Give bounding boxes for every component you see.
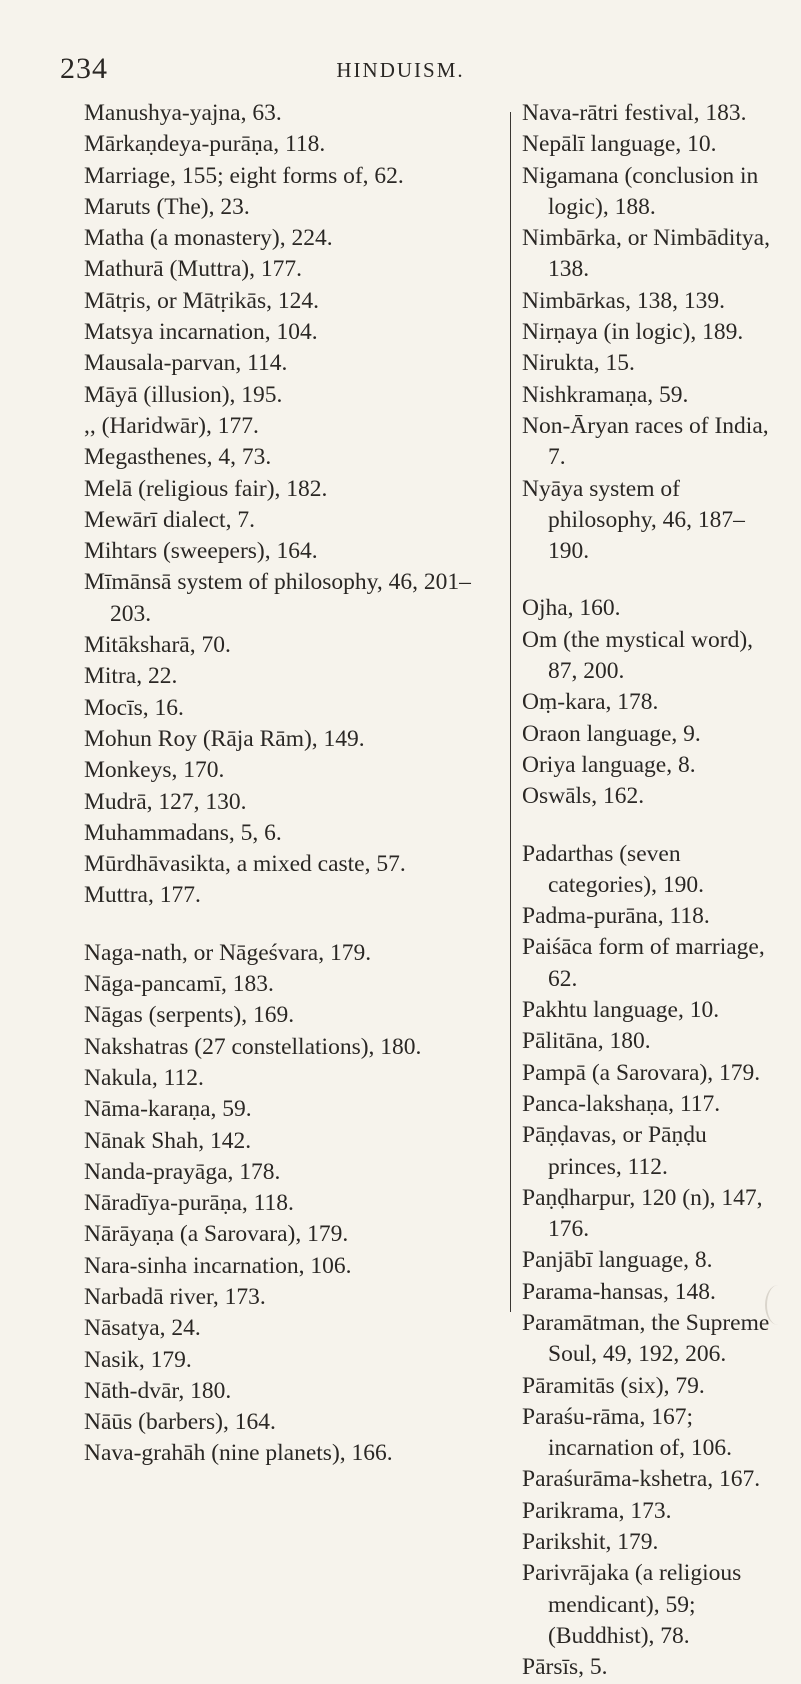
page-edge-mark [765,1285,791,1325]
index-entry: Matsya incarnation, 104. [84,319,318,346]
index-entry: Paramātman, the Supreme Soul, 49, 192, 206. [522,1309,770,1368]
section-gap [522,813,782,839]
index-entry: Nāga-pancamī, 183. [84,971,274,998]
index-entry: Nakula, 112. [84,1064,204,1091]
column-divider [510,112,511,1312]
index-entry: Nāgas (serpents), 169. [84,1002,295,1029]
index-entry: Parikrama, 173. [522,1497,672,1524]
index-entry: Padma-purāna, 118. [522,903,710,930]
index-entry: Paiśāca form of marriage, 62. [522,934,765,992]
index-entry: Oraon language, 9. [522,720,701,747]
index-entry: Panca-lakshaṇa, 117. [522,1090,721,1117]
index-entry: Marriage, 155; eight forms of, 62. [84,162,404,189]
running-head: HINDUISM. [336,58,465,82]
index-entry: Mihtars (sweepers), 164. [84,538,318,565]
index-entry: Nava-grahāh (nine planets), 166. [84,1440,393,1467]
index-entry: Nārāyaṇa (a Sarovara), 179. [84,1221,349,1248]
index-entry: Nigamana (conclusion in logic), 188. [522,162,759,220]
index-entry: Manushya-yajna, 63. [84,100,282,126]
index-entry: Pāramitās (six), 79. [522,1372,705,1399]
index-entry: Mārkaṇdeya-purāṇa, 118. [84,131,326,158]
index-entry: Nyāya system of philosophy, 46, 187–190. [522,475,745,565]
index-entry: Matha (a monastery), 224. [84,225,333,252]
index-entry: Megasthenes, 4, 73. [84,444,272,471]
page-number: 234 [60,52,108,85]
index-entry: Nāth-dvār, 180. [84,1377,232,1404]
index-entry: Melā (religious fair), 182. [84,475,328,502]
index-entry: Narbadā river, 173. [84,1283,266,1310]
index-entry: Mātṛis, or Mātṛikās, 124. [84,287,319,314]
index-column-right [522,98,782,1684]
index-entry: Mūrdhāvasikta, a mixed caste, 57. [84,851,406,878]
index-entry: Mocīs, 16. [84,694,184,721]
index-entry: Parivrājaka (a religious mendicant), 59; (Buddhist), 78. [522,1560,742,1649]
index-entry: Mewārī dialect, 7. [84,506,255,533]
index-entry: Nirukta, 15. [522,350,635,377]
index-entry: ,, (Haridwār), 177. [84,412,259,439]
index-entry: Non-Āryan races of India, 7. [522,412,769,471]
index-entry: Oṃ-kara, 178. [522,689,659,716]
index-entry: Oswāls, 162. [522,783,645,810]
index-entry: Pārsīs, 5. [522,1654,608,1681]
index-entry: Nimbārka, or Nimbāditya, 138. [522,225,770,283]
index-entry: Mudrā, 127, 130. [84,788,247,815]
index-entry: Mausala-parvan, 114. [84,350,288,377]
index-entry: Muhammadans, 5, 6. [84,819,282,846]
index-entry: Paraśurāma-kshetra, 167. [522,1466,761,1493]
index-entry: Parama-hansas, 148. [522,1278,716,1305]
page-header [60,52,741,92]
index-entry: Nasik, 179. [84,1346,192,1373]
index-entry: Nanda-prayāga, 178. [84,1158,281,1185]
index-entry: Paraśu-rāma, 167; incarnation of, 106. [522,1403,733,1462]
index-entry: Oriya language, 8. [522,751,696,778]
section-gap [522,567,782,593]
index-entry: Nāradīya-purāṇa, 118. [84,1190,294,1217]
index-entry: Pāṇḍavas, or Pāṇḍu princes, 112. [522,1122,707,1180]
index-entry: Nirṇaya (in logic), 189. [522,319,744,346]
index-entry: Muttra, 177. [84,882,201,909]
index-entry: Nāsatya, 24. [84,1315,201,1342]
index-entry: Panjābī language, 8. [522,1247,713,1274]
index-entry: Mohun Roy (Rāja Rām), 149. [84,725,365,752]
index-entry: Maruts (The), 23. [84,193,250,220]
index-entry: Nānak Shah, 142. [84,1127,252,1154]
index-entry: Mathurā (Muttra), 177. [84,256,302,283]
index-entry: Padarthas (seven categories), 190. [522,840,704,898]
index-entry: Pakhtu language, 10. [522,997,720,1024]
index-entry: Naga-nath, or Nāgeśvara, 179. [84,939,372,966]
index-entry: Nakshatras (27 constellations), 180. [84,1033,422,1060]
index-entry: Nepālī language, 10. [522,131,717,158]
index-entry: Pālitāna, 180. [522,1028,651,1055]
index-entry: Nishkramaṇa, 59. [522,381,689,408]
index-entry: Parikshit, 179. [522,1529,659,1556]
index-entry: Pampā (a Sarovara), 179. [522,1059,761,1086]
index-entry: Mīmānsā system of philosophy, 46, 201–203. [84,569,471,627]
index-entry: Ojha, 160. [522,595,621,622]
index-entry: Nara-sinha incarnation, 106. [84,1252,352,1279]
index-entry: Nava-rātri festival, 183. [522,100,747,126]
index-entry: Om (the mystical word), 87, 200. [522,626,754,685]
index-entry: Paṇḍharpur, 120 (n), 147, 176. [522,1184,763,1243]
index-entry: Nimbārkas, 138, 139. [522,287,725,314]
index-entry: Mitāksharā, 70. [84,632,231,659]
index-entry: Mitra, 22. [84,663,178,690]
index-entry: Māyā (illusion), 195. [84,381,283,408]
index-entry: Monkeys, 170. [84,757,225,784]
index-entry: Nāma-karaṇa, 59. [84,1096,252,1123]
index-column-left [84,98,494,1470]
index-entry: Nāūs (barbers), 164. [84,1409,276,1436]
section-gap [84,912,494,938]
